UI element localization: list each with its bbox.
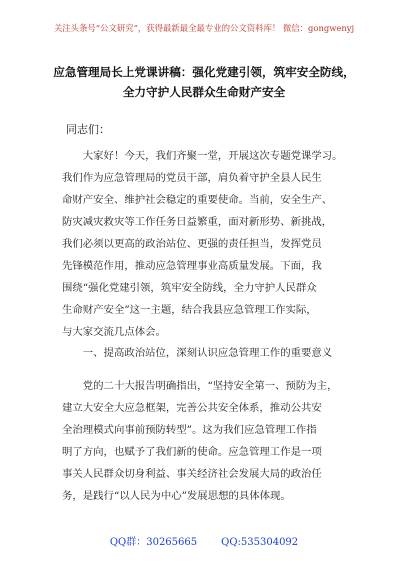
paragraph-line: 建立大安全大应急框架，完善公共安全体系，推动公共安: [62, 402, 322, 414]
document-title-line-1: 应急管理局长上党课讲稿：强化党建引领，筑牢安全防线，: [53, 65, 355, 79]
section-heading: [62, 342, 358, 364]
paragraph-line: 全治理模式向事前预防转型”。这为我们应急管理工作指: [62, 424, 317, 436]
document-title-line-2: 全力守护人民群众生命财产安全: [122, 85, 286, 99]
footer-qq-group: QQ群：30265665: [109, 537, 198, 548]
paragraph-line: 党的二十大报告明确指出，“坚持安全第一、预防为主，: [62, 380, 338, 392]
paragraph-line: 命财产安全、维护社会稳定的重要使命。当前，安全生产、: [62, 194, 333, 206]
paragraph-line: 防灾减灾救灾等工作任务日益繁重，面对新形势、新挑战，: [62, 216, 333, 228]
footer-qq: QQ:535304092: [221, 537, 299, 548]
paragraph-line: 务，是践行“以人民为中心”发展思想的具体体现。: [62, 490, 291, 502]
paragraph-line: 明了方向，也赋予了我们新的使命。应急管理工作是一项: [62, 446, 322, 458]
document-title: [28, 62, 380, 102]
paragraph-section-one: [62, 375, 358, 507]
header-banner: 关注头条号“公文研究”，获得最新最全最专业的公文资料库！ 微信：gongwenyj: [53, 23, 355, 33]
paragraph-line: 先锋模范作用，推动应急管理事业高质量发展。下面，我: [62, 260, 322, 272]
footer-contact: [0, 536, 408, 550]
paragraph-line: 我们必须以更高的政治站位、更强的责任担当，发挥党员: [62, 238, 322, 250]
section-heading-text: 一、提高政治站位，深刻认识应急管理工作的重要意义: [62, 347, 333, 359]
paragraph-line: 与大家交流几点体会。: [62, 326, 166, 338]
salutation: 同志们：: [66, 123, 110, 136]
paragraph-line: 大家好！今天，我们齐聚一堂，开展这次专题党课学习。: [62, 150, 343, 162]
paragraph-line: 生命财产安全”这一主题，结合我县应急管理工作实际，: [62, 304, 317, 316]
paragraph-introduction: [62, 145, 358, 343]
paragraph-line: 我们作为应急管理局的党员干部，肩负着守护全县人民生: [62, 172, 322, 184]
paragraph-line: 围绕“强化党建引领，筑牢安全防线，全力守护人民群众: [62, 282, 317, 294]
paragraph-line: 事关人民群众切身利益、事关经济社会发展大局的政治任: [62, 468, 322, 480]
